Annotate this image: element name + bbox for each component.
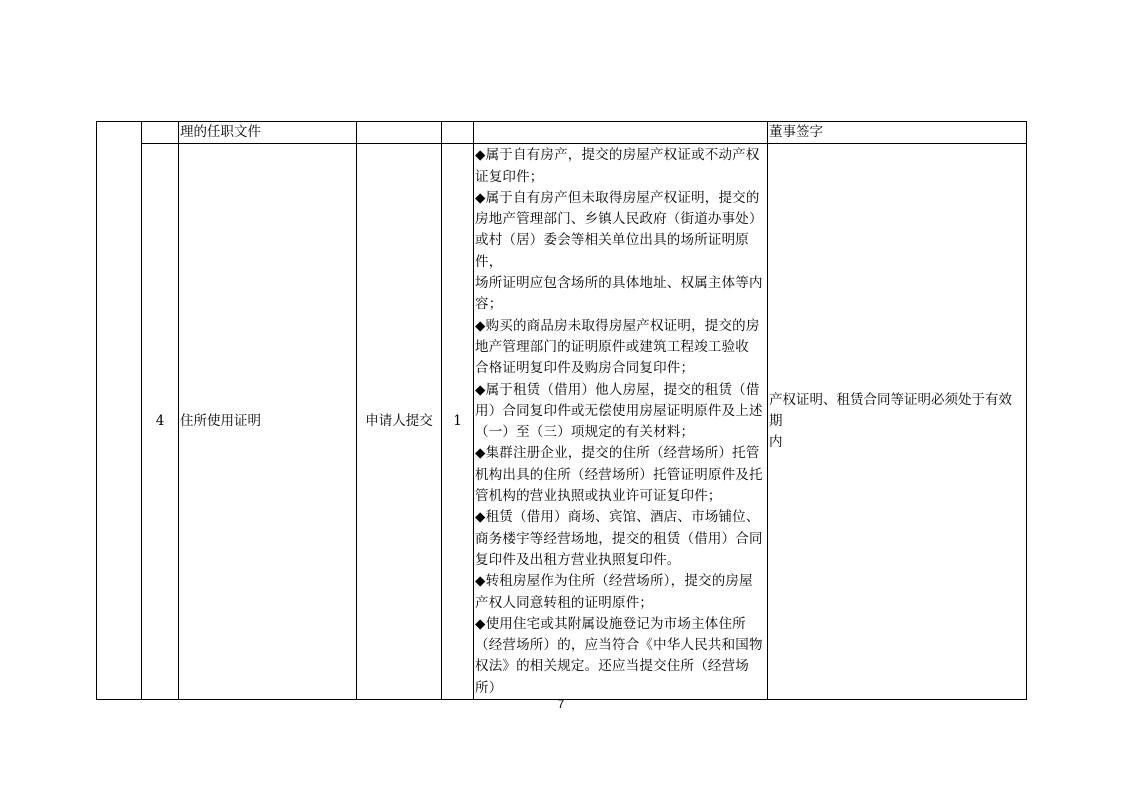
source-cell — [357, 122, 442, 144]
requirement-item: ◆属于自有房产，提交的房屋产权证或不动产权 证复印件； — [475, 147, 760, 185]
note-cell — [768, 144, 1027, 700]
note-cell: 董事签字 — [768, 122, 1027, 144]
index-cell — [142, 122, 179, 144]
table-row — [97, 122, 1027, 144]
requirement-item: ◆属于自有房产但未取得房屋产权证明，提交的 房地产管理部门、乡镇人民政府（街道办事处） 或村（居）委会等相关单位出具的场所证明原件， 场所证明应包含场所的具体地址、权属主体等内 容； — [475, 189, 763, 313]
requirement-item: ◆转租房屋作为住所（经营场所），提交的房屋 产权人同意转租的证明原件； — [475, 573, 753, 611]
copies-cell — [442, 122, 474, 144]
source-cell: 申请人提交 — [357, 144, 442, 700]
requirement-item: ◆集群注册企业，提交的住所（经营场所）托管 机构出具的住所（经营场所）托管证明原件及托 管机构的营业执照或执业许可证复印件； — [475, 445, 763, 505]
copies-cell: 1 — [442, 144, 474, 700]
category-cell — [97, 122, 142, 700]
requirement-item: ◆使用住宅或其附属设施登记为市场主体住所 （经营场所）的，应当符合《中华人民共和国物 权法》的相关规定。还应当提交住所（经营场所） — [475, 615, 763, 696]
table-row — [97, 144, 1027, 700]
materials-table — [96, 121, 1027, 700]
requirements-cell — [474, 122, 768, 144]
requirement-item: ◆租赁（借用）商场、宾馆、酒店、市场铺位、 商务楼宇等经营场地，提交的租赁（借用）合同 复印件及出租方营业执照复印件。 — [475, 509, 763, 568]
note-text: 产权证明、租赁合同等证明必须处于有效期 内 — [769, 391, 1012, 451]
material-name-cell: 住所使用证明 — [179, 144, 357, 700]
page-number: 7 — [557, 697, 565, 711]
material-name-cell: 理的任职文件 — [179, 122, 357, 144]
index-cell: 4 — [142, 144, 179, 700]
requirement-item: ◆属于租赁（借用）他人房屋，提交的租赁（借 用）合同复印件或无偿使用房屋证明原件及上述 （一）至（三）项规定的有关材料； — [475, 381, 763, 441]
requirements-cell — [474, 144, 768, 700]
requirement-item: ◆购买的商品房未取得房屋产权证明，提交的房 地产管理部门的证明原件或建筑工程竣工验收 合格证明复印件及购房合同复印件； — [475, 317, 760, 377]
